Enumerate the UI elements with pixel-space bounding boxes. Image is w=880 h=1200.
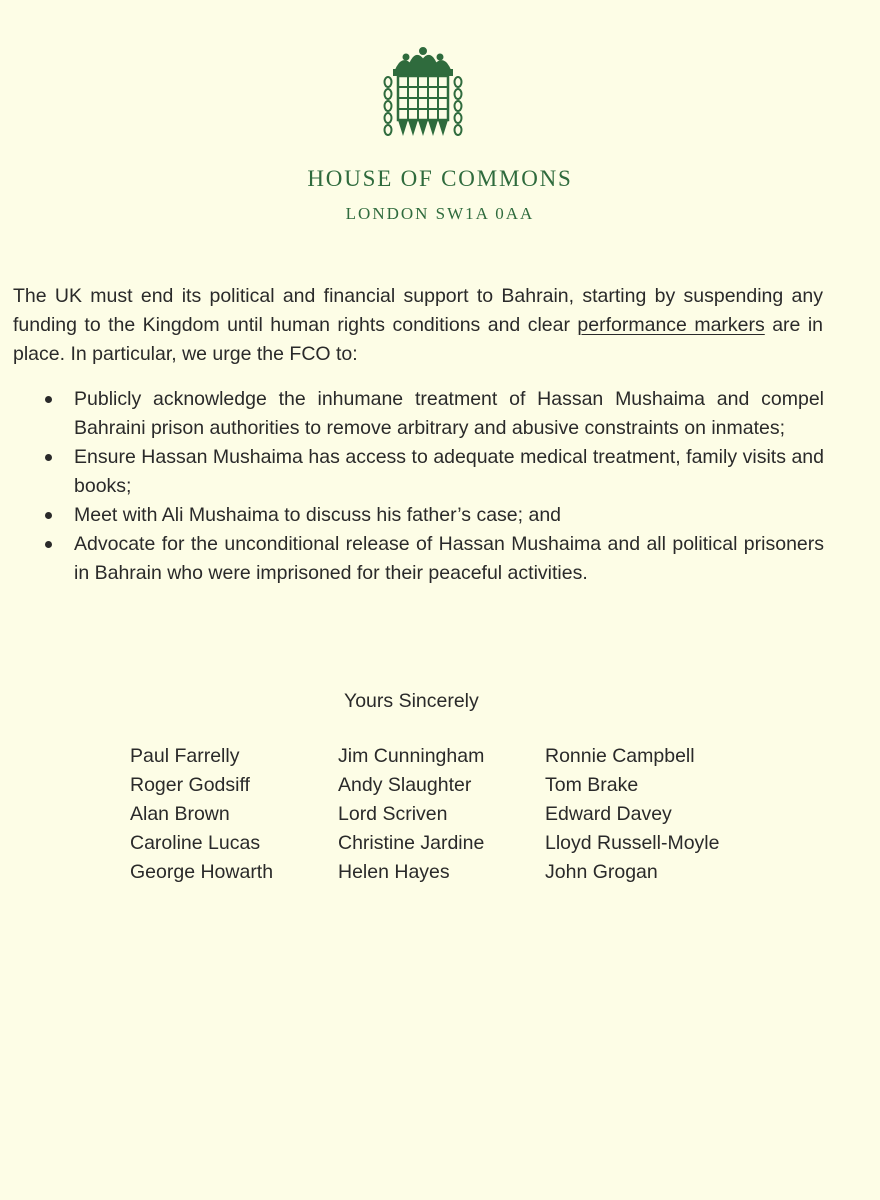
portcullis-crest-logo (378, 44, 468, 144)
signatories-column-1 (130, 742, 273, 887)
signatory-name: Alan Brown (130, 803, 230, 825)
signatory-name: John Grogan (545, 861, 658, 883)
signatory-name: Paul Farrelly (130, 745, 240, 767)
intro-text-start: The UK must end its political and financial support to Bahrain, starting by suspending any funding to the Kingdom until human rights conditions and clear (13, 285, 823, 336)
signatory-name: Lloyd Russell-Moyle (545, 832, 720, 854)
bullet-icon (45, 454, 52, 461)
list-item (42, 530, 824, 588)
signatory-name: Caroline Lucas (130, 832, 261, 854)
signatories-column-2 (338, 742, 484, 887)
closing-salutation: Yours Sincerely (344, 690, 479, 712)
signatory-name: George Howarth (130, 861, 274, 883)
list-item-text: Ensure Hassan Mushaima has access to adequate medical treatment, family visits and books; (74, 446, 824, 497)
signatory-name: Roger Godsiff (130, 774, 250, 796)
signatory-name: Andy Slaughter (338, 774, 472, 796)
letterhead-address: LONDON SW1A 0AA (345, 204, 535, 223)
performance-markers-link[interactable]: performance markers (577, 314, 765, 336)
signatory-name: Lord Scriven (338, 803, 448, 825)
signatory-name: Edward Davey (545, 803, 672, 825)
list-item (42, 385, 824, 443)
signatory-name: Helen Hayes (338, 861, 450, 883)
list-item-text: Advocate for the unconditional release of Hassan Mushaima and all political prisoners in Bahrain who were imprisoned for their peaceful activities. (74, 533, 824, 584)
intro-paragraph (13, 282, 823, 369)
bullet-icon (45, 396, 52, 403)
signatory-name: Jim Cunningham (338, 745, 485, 767)
list-item (42, 443, 824, 501)
list-item (42, 501, 824, 530)
bullet-icon (45, 541, 52, 548)
letterhead-title: HOUSE OF COMMONS (307, 166, 573, 191)
bullet-icon (45, 512, 52, 519)
signatory-name: Ronnie Campbell (545, 745, 695, 767)
demands-list (42, 385, 824, 588)
intro-text-end: are in place. In particular, we urge the FCO to: (13, 314, 824, 365)
signatory-name: Tom Brake (545, 774, 639, 796)
signatories-column-3 (545, 742, 719, 887)
list-item-text: Publicly acknowledge the inhumane treatment of Hassan Mushaima and compel Bahraini prison authorities to remove arbitrary and abusive constraints on inmates; (74, 388, 824, 439)
signatory-name: Christine Jardine (338, 832, 485, 854)
list-item-text: Meet with Ali Mushaima to discuss his father’s case; and (74, 504, 562, 526)
